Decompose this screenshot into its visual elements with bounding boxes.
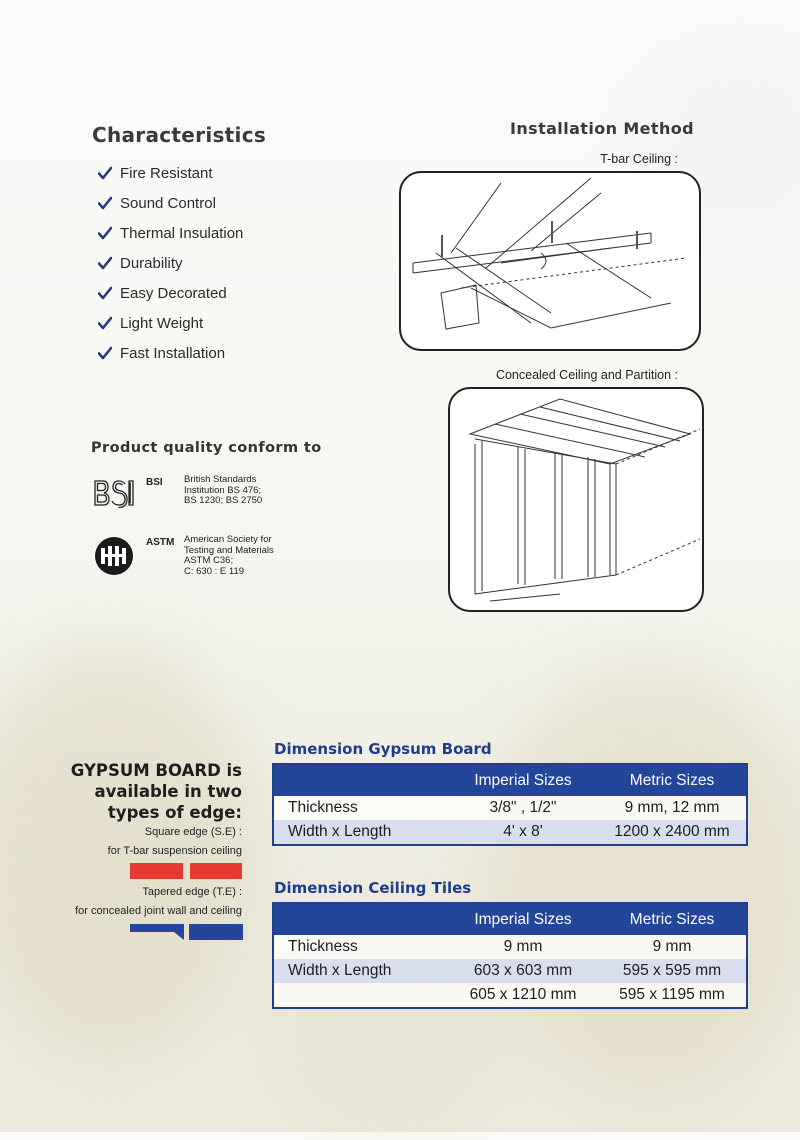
table-header: Metric Sizes (598, 764, 747, 796)
table-cell: 1200 x 2400 mm (598, 820, 747, 845)
characteristics-list (98, 158, 243, 368)
standard-description (184, 535, 274, 577)
characteristic-label: Fast Installation (120, 344, 226, 362)
check-icon (98, 226, 112, 240)
table-header-row (273, 764, 747, 796)
table-header (273, 764, 448, 796)
astm-logo (92, 535, 136, 577)
standard-astm (92, 535, 274, 577)
characteristic-label: Easy Decorated (120, 284, 227, 302)
tapered-edge-use: for concealed joint wall and ceiling (75, 905, 242, 917)
square-edge-use: for T-bar suspension ceiling (107, 845, 242, 857)
check-icon (98, 196, 112, 210)
characteristic-label: Thermal Insulation (120, 224, 244, 242)
check-icon (98, 256, 112, 270)
gypsum-title-line: available in two (94, 782, 242, 801)
concealed-ceiling-diagram (448, 387, 704, 612)
table-header-row (273, 903, 747, 935)
quality-title: Product quality conform to (91, 440, 322, 456)
table-row (273, 959, 747, 983)
table-cell: 3/8" , 1/2" (489, 799, 557, 816)
standard-code: ASTM (146, 537, 175, 548)
installation-title: Installation Method (510, 119, 695, 138)
list-item (98, 218, 243, 248)
list-item (98, 308, 243, 338)
standard-line: C: 630 : E 119 (184, 565, 245, 577)
table-row (273, 983, 747, 1008)
check-icon (98, 346, 112, 360)
list-item (98, 158, 243, 188)
characteristic-label: Sound Control (120, 194, 216, 212)
standard-line: ASTM C36; (184, 555, 234, 566)
gypsum-title-line: types of edge: (107, 803, 242, 822)
table-header: Imperial Sizes (448, 903, 598, 935)
bsi-logo (92, 475, 136, 511)
tiles-table-title: Dimension Ceiling Tiles (274, 879, 472, 897)
table-cell: 595 x 1195 mm (619, 986, 725, 1003)
table-cell: 595 x 595 mm (598, 959, 747, 983)
tapered-edge-swatch (130, 922, 243, 942)
tbar-ceiling-drawing (401, 173, 699, 349)
list-item (98, 188, 243, 218)
characteristics-title: Characteristics (92, 123, 267, 147)
table-cell: 9 mm, 12 mm (624, 799, 720, 816)
standard-description (184, 475, 262, 507)
table-cell: 605 x 1210 mm (469, 986, 577, 1003)
characteristic-label: Light Weight (120, 314, 204, 332)
standard-line: British Standards (184, 474, 257, 485)
tapered-edge-label: Tapered edge (T.E) : (142, 886, 242, 898)
characteristic-label: Durability (120, 254, 183, 272)
tiles-dimension-table (272, 902, 748, 1009)
board-dimension-table (272, 763, 748, 846)
table-cell: 4' x 8' (448, 820, 598, 845)
concealed-ceiling-drawing (450, 389, 702, 610)
table-row (273, 935, 747, 959)
table-header: Imperial Sizes (448, 764, 598, 796)
tbar-caption: T-bar Ceiling : (600, 152, 678, 166)
characteristic-label: Fire Resistant (120, 164, 213, 182)
background-shade (480, 660, 800, 1100)
check-icon (98, 286, 112, 300)
gypsum-edge-title (71, 760, 242, 823)
table-cell: 9 mm (652, 938, 692, 955)
square-edge-swatch (130, 863, 183, 879)
board-table-title: Dimension Gypsum Board (274, 740, 492, 758)
check-icon (98, 316, 112, 330)
concealed-caption: Concealed Ceiling and Partition : (495, 368, 678, 382)
list-item (98, 248, 243, 278)
check-icon (98, 166, 112, 180)
table-cell (273, 983, 448, 1008)
gypsum-title-line: GYPSUM BOARD is (70, 761, 242, 780)
table-cell: Thickness (288, 938, 358, 955)
table-cell: Thickness (288, 799, 358, 816)
table-cell: 9 mm (503, 938, 543, 955)
square-edge-swatch (190, 863, 242, 879)
standard-bsi (92, 475, 262, 511)
table-cell: Width x Length (273, 959, 448, 983)
standard-code: BSI (146, 477, 163, 488)
list-item (98, 338, 243, 368)
standard-line: American Society for (184, 534, 272, 545)
square-edge-label: Square edge (S.E) : (144, 826, 242, 838)
list-item (98, 278, 243, 308)
standard-line: Institution BS 476; (184, 484, 262, 496)
tbar-ceiling-diagram (399, 171, 701, 351)
table-row (273, 796, 747, 820)
standard-line: BS 1230; BS 2750 (184, 495, 263, 506)
standard-line: Testing and Materials (184, 544, 274, 556)
table-cell: 603 x 603 mm (448, 959, 598, 983)
table-header (273, 903, 448, 935)
table-header: Metric Sizes (598, 903, 747, 935)
table-row (273, 820, 747, 845)
table-cell: Width x Length (273, 820, 448, 845)
